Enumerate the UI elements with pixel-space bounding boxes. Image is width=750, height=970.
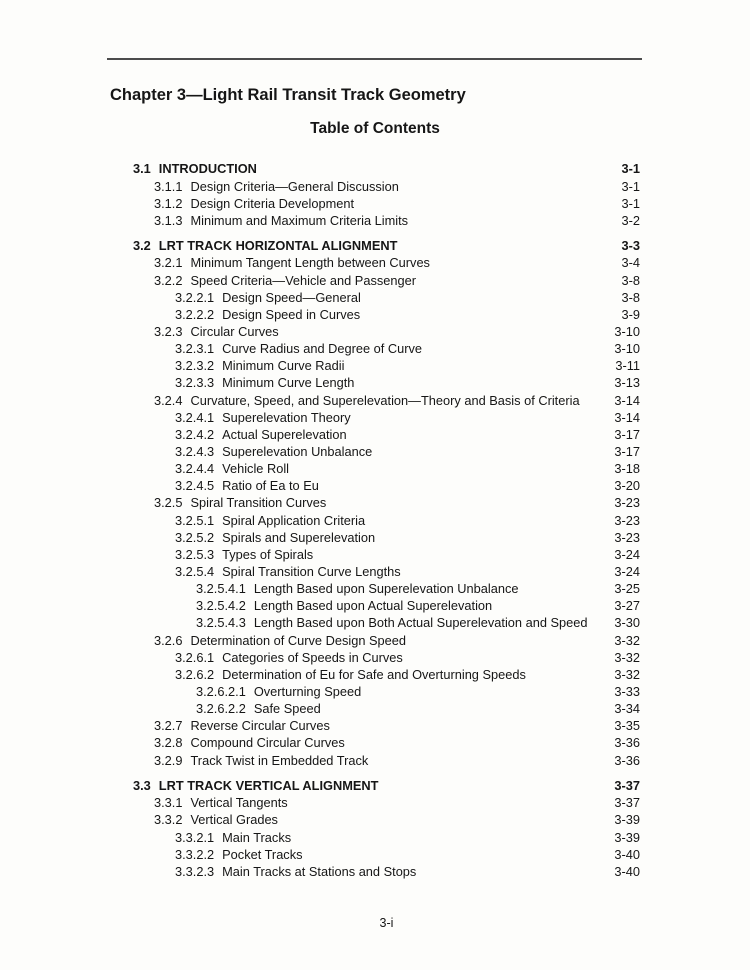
toc-entry-number: 3.3.2.2 [175,846,215,862]
toc-entry-number: 3.2.8 [154,735,183,751]
toc-entry-number: 3.3 [133,778,151,794]
toc-entry-text [133,777,378,794]
toc-entry-text [133,683,361,700]
toc-entry-page: 3-4 [621,255,640,271]
toc-entry-title: LRT TRACK HORIZONTAL ALIGNMENT [158,238,398,254]
toc-entry-title: Minimum Curve Length [222,375,355,391]
toc-entry [133,443,640,460]
toc-entry-title: Spiral Transition Curves [190,495,327,511]
toc-entry-number: 3.2.9 [154,752,183,768]
toc-entry-text [133,195,354,212]
toc-entry-number: 3.2.6.2 [175,666,215,682]
toc-entry-page: 3-35 [614,718,640,734]
toc-entry [133,272,640,289]
toc-entry-title: Vehicle Roll [222,461,290,477]
toc-entry-title: Minimum and Maximum Criteria Limits [190,212,409,228]
toc-entry-number: 3.2.5.4.1 [196,581,246,597]
toc-entry-title: Vertical Tangents [190,795,288,811]
toc-entry-title: Pocket Tracks [222,846,303,862]
toc-entry-title: INTRODUCTION [158,161,257,177]
table-of-contents [133,152,640,880]
toc-entry-title: Types of Spirals [222,546,314,562]
toc-entry-page: 3-37 [614,795,640,811]
toc-entry [133,494,640,511]
toc-entry-text [133,546,313,563]
toc-entry-number: 3.2.6.2.1 [196,684,246,699]
toc-entry-page: 3-30 [614,615,640,631]
toc-entry-page: 3-1 [621,178,640,194]
toc-entry-number: 3.2.1 [154,255,183,271]
toc-entry [133,357,640,374]
toc-entry-number: 3.2.4.3 [175,444,215,460]
toc-entry-text [133,340,422,357]
toc-entry-page: 3-2 [621,212,640,228]
toc-entry [133,666,640,683]
toc-entry-title: Safe Speed [253,701,321,717]
toc-entry-page: 3-40 [614,846,640,862]
toc-entry-page: 3-10 [614,324,640,340]
toc-entry [133,632,640,649]
toc-entry-number: 3.1.1 [154,178,183,194]
toc-entry-text [133,794,288,811]
toc-entry-title: Main Tracks at Stations and Stops [222,863,417,879]
toc-entry-title: Superelevation Theory [222,409,351,425]
toc-entry-page: 3-24 [614,546,640,562]
toc-entry-text [133,306,360,323]
toc-entry [133,178,640,195]
toc-entry-page: 3-32 [614,649,640,665]
toc-entry-number: 3.3.2.1 [175,829,215,845]
toc-entry-number: 3.1 [133,161,151,177]
toc-entry-text [133,734,345,751]
toc-entry [133,254,640,271]
toc-entry-page: 3-25 [614,581,640,597]
toc-entry-number: 3.2.2 [154,272,183,288]
toc-entry-title: Ratio of Ea to Eu [222,478,319,494]
toc-entry-text [133,649,403,666]
toc-entry [133,546,640,563]
toc-entry-text [133,700,321,717]
footer-page-number: 3-i [379,916,394,930]
toc-entry-page: 3-34 [614,701,640,717]
toc-entry-text [133,160,257,177]
toc-entry-title: Superelevation Unbalance [222,444,373,460]
toc-entry-title: Reverse Circular Curves [190,718,330,734]
toc-entry-number: 3.2.5.3 [175,546,215,562]
toc-entry-text [133,357,344,374]
toc-entry-text [133,392,580,409]
toc-entry [133,374,640,391]
chapter-title: Chapter 3—Light Rail Transit Track Geometry [110,86,466,104]
toc-entry-text [133,374,354,391]
toc-entry [133,614,640,631]
toc-entry-page: 3-14 [614,409,640,425]
toc-entry-number: 3.2.4.1 [175,409,215,425]
toc-entry [133,563,640,580]
toc-entry-text [133,529,375,546]
toc-entry-text [133,752,368,769]
toc-entry-text [133,272,416,289]
toc-entry-title: LRT TRACK VERTICAL ALIGNMENT [158,778,379,794]
toc-entry [133,160,640,177]
toc-entry-number: 3.2.3 [154,324,183,340]
toc-entry-title: Speed Criteria—Vehicle and Passenger [190,272,416,288]
toc-entry-number: 3.2.4.4 [175,461,215,477]
toc-entry-title: Design Criteria Development [190,195,355,211]
toc-entry-page: 3-13 [614,375,640,391]
toc-entry-number: 3.2.4 [154,392,183,408]
toc-entry [133,477,640,494]
toc-entry-page: 3-23 [614,512,640,528]
toc-entry-title: Actual Superelevation [222,426,347,442]
toc-heading: Table of Contents [310,120,440,137]
toc-entry [133,846,640,863]
toc-entry-title: Curve Radius and Degree of Curve [222,341,423,357]
toc-entry-number: 3.3.2 [154,812,183,828]
toc-entry-text [133,237,397,254]
toc-entry-title: Design Speed in Curves [222,306,361,322]
toc-entry [133,426,640,443]
toc-entry [133,811,640,828]
toc-entry [133,212,640,229]
toc-entry-title: Spiral Application Criteria [222,512,366,528]
toc-entry-title: Determination of Curve Design Speed [190,632,406,648]
toc-entry-text [133,426,347,443]
toc-entry-title: Determination of Eu for Safe and Overturning Speeds [222,666,526,682]
toc-entry-text [133,811,278,828]
toc-entry-page: 3-40 [614,863,640,879]
toc-entry [133,306,640,323]
toc-entry-number: 3.2.6 [154,632,183,648]
toc-entry-text [133,580,519,597]
toc-entry [133,649,640,666]
toc-entry-page: 3-39 [614,812,640,828]
toc-entry-number: 3.2.2.2 [175,306,215,322]
toc-entry-text [133,666,526,683]
toc-entry-number: 3.2.5.4.2 [196,598,246,614]
toc-entry [133,460,640,477]
toc-entry-text [133,512,365,529]
toc-entry-title: Length Based upon Actual Superelevation [253,598,493,614]
toc-entry-text [133,614,588,631]
toc-entry-page: 3-32 [614,632,640,648]
toc-entry-page: 3-1 [621,195,640,211]
toc-entry-page: 3-17 [614,426,640,442]
toc-entry-page: 3-23 [614,495,640,511]
toc-entry-title: Minimum Curve Radii [222,358,345,374]
toc-entry-text [133,178,399,195]
toc-entry-page: 3-8 [621,289,640,305]
toc-entry [133,829,640,846]
toc-entry-text [133,409,351,426]
toc-entry [133,512,640,529]
toc-entry-page: 3-8 [621,272,640,288]
toc-entry-page: 3-39 [614,829,640,845]
toc-entry-title: Vertical Grades [190,812,278,828]
toc-entry [133,752,640,769]
toc-entry-text [133,632,406,649]
toc-entry-page: 3-11 [615,358,640,374]
toc-entry-page: 3-23 [614,529,640,545]
toc-entry-title: Spiral Transition Curve Lengths [222,564,401,580]
toc-entry-text [133,846,303,863]
toc-entry [133,683,640,700]
toc-entry-title: Design Speed—General [222,289,361,305]
toc-entry-title: Length Based upon Superelevation Unbalance [253,581,519,597]
toc-entry-text [133,460,289,477]
toc-entry-number: 3.2.4.2 [175,426,215,442]
toc-entry-title: Main Tracks [222,829,292,845]
toc-entry-number: 3.2.5.2 [175,529,215,545]
toc-entry [133,863,640,880]
toc-entry-text [133,477,319,494]
toc-entry-title: Length Based upon Both Actual Superelevation and Speed [253,615,588,631]
toc-entry [133,289,640,306]
toc-entry-number: 3.2.5.4.3 [196,615,246,631]
toc-entry-page: 3-9 [621,306,640,322]
toc-entry-page: 3-27 [614,598,640,614]
toc-entry-page: 3-24 [614,564,640,580]
toc-entry-number: 3.2.5.1 [175,512,215,528]
toc-entry-number: 3.2.3.2 [175,358,215,374]
toc-entry-number: 3.2.5 [154,495,183,511]
toc-entry [133,700,640,717]
toc-entry-page: 3-1 [621,161,640,177]
toc-entry-title: Circular Curves [190,324,279,340]
toc-entry [133,409,640,426]
toc-entry-number: 3.2.3.1 [175,341,215,357]
toc-entry-page: 3-36 [614,752,640,768]
toc-entry-text [133,323,279,340]
toc-entry [133,597,640,614]
toc-entry [133,734,640,751]
toc-entry [133,529,640,546]
toc-entry-number: 3.1.2 [154,195,183,211]
toc-entry-text [133,829,291,846]
toc-entry-number: 3.2.7 [154,718,183,734]
toc-entry-page: 3-3 [621,238,640,254]
toc-entry-title: Spirals and Superelevation [222,529,376,545]
toc-entry-text [133,289,361,306]
toc-entry-text [133,443,372,460]
toc-entry-page: 3-33 [614,684,640,699]
toc-entry-number: 3.2 [133,238,151,254]
toc-entry-title: Compound Circular Curves [190,735,345,751]
toc-entry-title: Curvature, Speed, and Superelevation—Theory and Basis of Criteria [190,392,580,408]
toc-entry-text [133,212,408,229]
toc-entry [133,717,640,734]
toc-entry-text [133,863,416,880]
toc-entry-number: 3.3.2.3 [175,863,215,879]
toc-entry [133,323,640,340]
toc-entry-text [133,494,326,511]
toc-entry [133,794,640,811]
toc-entry-page: 3-10 [614,341,640,357]
toc-entry [133,237,640,254]
toc-entry-page: 3-36 [614,735,640,751]
toc-entry-text [133,254,430,271]
toc-entry [133,340,640,357]
toc-entry-page: 3-37 [614,778,640,794]
toc-entry [133,392,640,409]
toc-entry-title: Overturning Speed [253,684,362,699]
toc-entry-title: Design Criteria—General Discussion [190,178,399,194]
toc-entry-number: 3.3.1 [154,795,183,811]
toc-entry-number: 3.1.3 [154,212,183,228]
toc-entry-page: 3-32 [614,666,640,682]
toc-entry-page: 3-17 [614,444,640,460]
toc-entry-number: 3.2.5.4 [175,564,215,580]
toc-entry-number: 3.2.4.5 [175,478,215,494]
toc-entry-page: 3-18 [614,461,640,477]
toc-entry-title: Minimum Tangent Length between Curves [190,255,430,271]
toc-entry-number: 3.2.6.2.2 [196,701,246,717]
toc-entry-page: 3-20 [614,478,640,494]
header-rule [107,58,642,60]
toc-entry-text [133,717,330,734]
toc-entry-text [133,563,401,580]
toc-entry [133,195,640,212]
toc-entry-title: Track Twist in Embedded Track [190,752,369,768]
toc-entry [133,777,640,794]
toc-entry-number: 3.2.6.1 [175,649,215,665]
toc-entry-page: 3-14 [614,392,640,408]
toc-entry-title: Categories of Speeds in Curves [222,649,403,665]
toc-entry-number: 3.2.3.3 [175,375,215,391]
toc-entry-text [133,597,492,614]
toc-entry [133,580,640,597]
toc-entry-number: 3.2.2.1 [175,289,215,305]
